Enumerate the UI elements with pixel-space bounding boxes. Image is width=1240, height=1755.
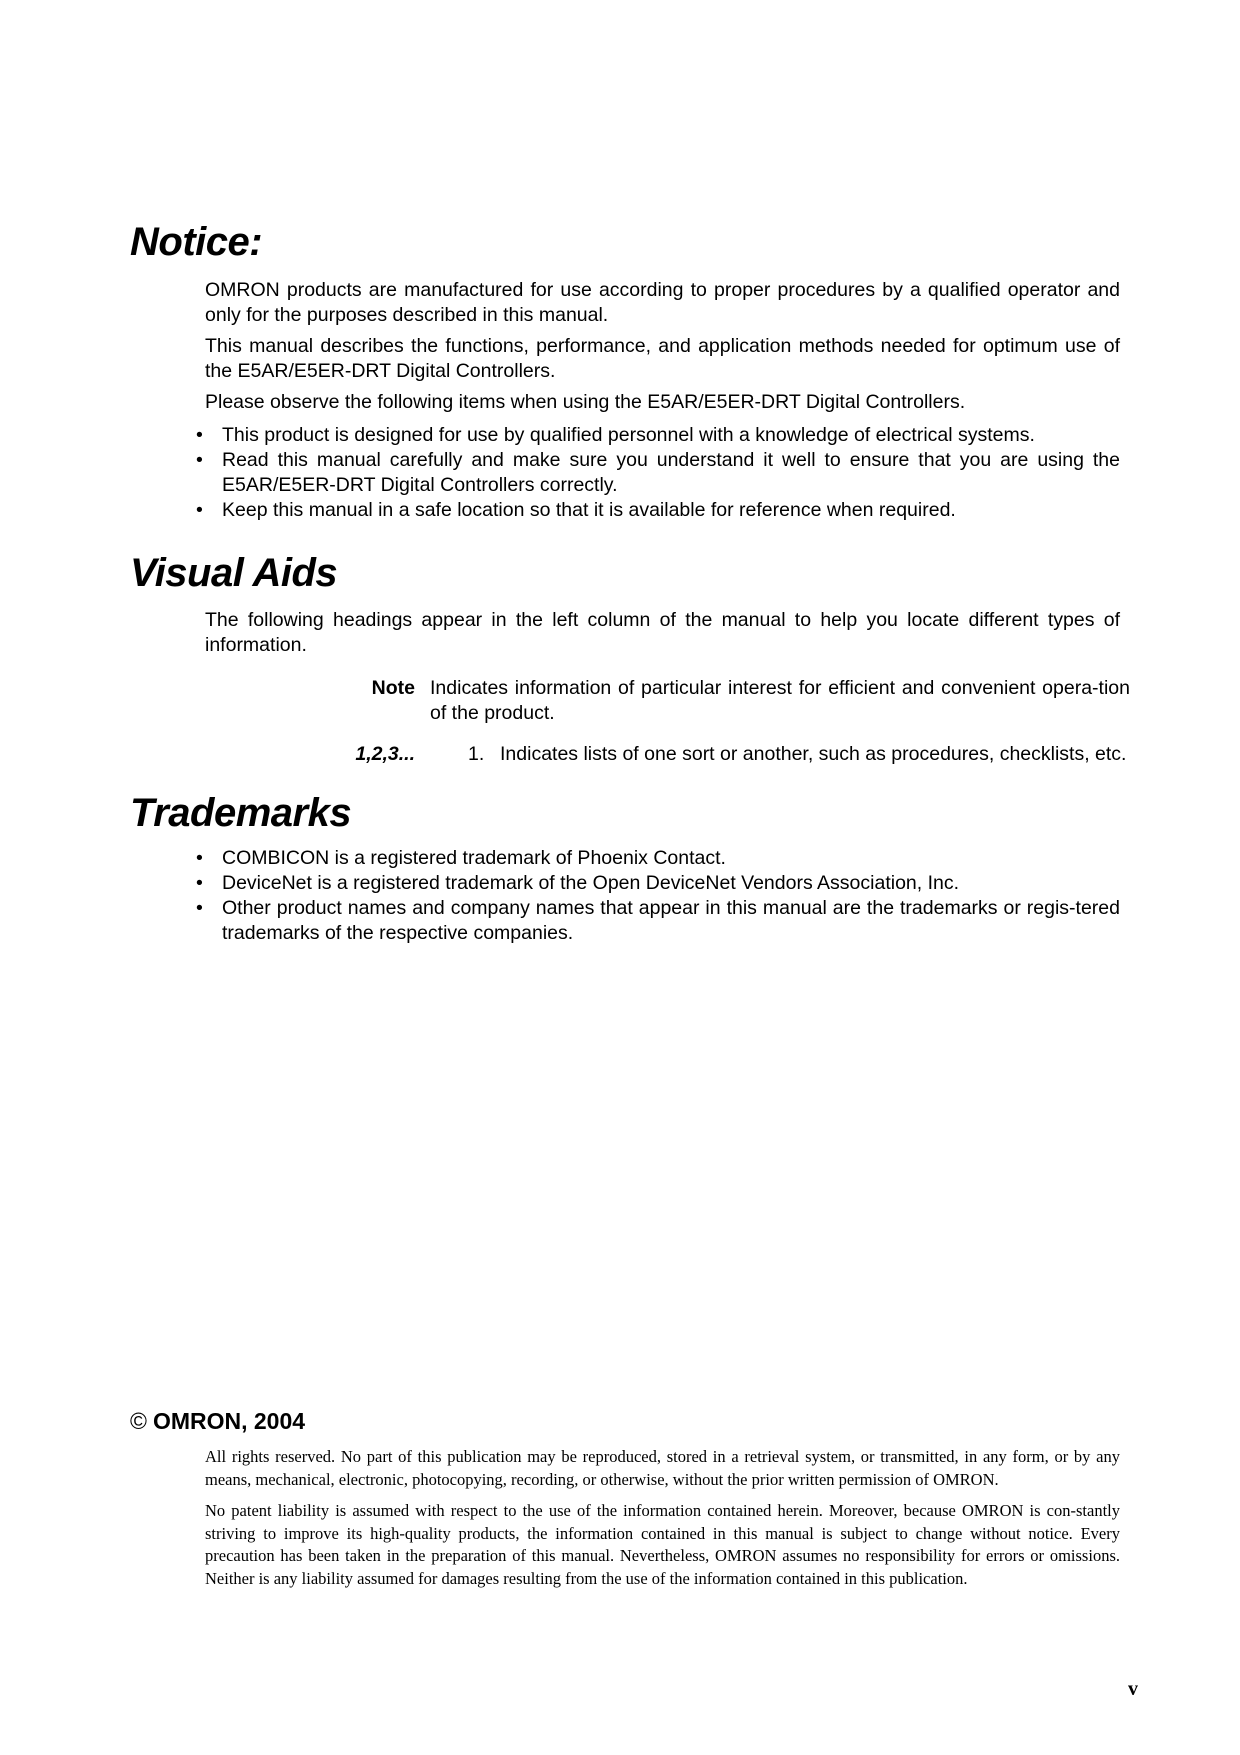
page-number: v xyxy=(1128,1678,1138,1700)
list-label: 1,2,3... xyxy=(355,743,415,765)
notice-heading: Notice: xyxy=(130,220,263,264)
legal-section xyxy=(205,1446,1120,1599)
bullet-text: COMBICON is a registered trademark of Phoenix Contact. xyxy=(222,847,726,869)
copyright-heading-row xyxy=(130,1409,305,1433)
list-item xyxy=(196,423,1120,448)
bullet-icon: • xyxy=(196,897,203,919)
bullet-icon: • xyxy=(196,499,203,521)
notice-bullet-list xyxy=(196,423,1120,523)
bullet-text: Keep this manual in a safe location so that it is available for reference when required. xyxy=(222,499,956,521)
bullet-icon: • xyxy=(196,847,203,869)
bullet-text: This product is designed for use by qualified personnel with a knowledge of electrical systems. xyxy=(222,424,1035,446)
notice-paragraph: This manual describes the functions, performance, and application methods needed for optimum use of the E5AR/E5ER-DRT Digital Controllers. xyxy=(205,335,1120,382)
list-item xyxy=(196,846,1120,871)
visual-aids-intro: The following headings appear in the left column of the manual to help you locate different types of information. xyxy=(205,609,1120,656)
visual-aids-section xyxy=(205,608,1130,767)
list-number: 1. xyxy=(468,743,485,765)
visual-aids-heading: Visual Aids xyxy=(130,551,338,595)
bullet-icon: • xyxy=(196,872,203,894)
note-row xyxy=(205,676,1130,726)
numbered-list-row xyxy=(205,742,1127,767)
trademarks-heading: Trademarks xyxy=(130,791,352,835)
legal-paragraph: All rights reserved. No part of this publication may be reproduced, stored in a retrieval system, or transmitted, in any form, or by any means, mechanical, electronic, photocopying, recording, or otherwise, without the prior written permission of OMRON. xyxy=(205,1447,1120,1489)
bullet-text: Other product names and company names that appear in this manual are the trademarks or regis-tered trademarks of the respective companies. xyxy=(222,897,1120,944)
list-item xyxy=(196,448,1120,498)
notice-paragraph: Please observe the following items when using the E5AR/E5ER-DRT Digital Controllers. xyxy=(205,391,966,413)
list-item xyxy=(196,498,1120,523)
bullet-icon: • xyxy=(196,449,203,471)
bullet-icon: • xyxy=(196,424,203,446)
bullet-text: Read this manual carefully and make sure you understand it well to ensure that you are using the E5AR/E5ER-DRT Digital Controllers correctly. xyxy=(222,449,1120,496)
notice-paragraph: OMRON products are manufactured for use according to proper procedures by a qualified operator and only for the purposes described in this manual. xyxy=(205,279,1120,326)
trademarks-section xyxy=(196,846,1120,946)
trademarks-bullet-list xyxy=(196,846,1120,946)
note-text: Indicates information of particular interest for efficient and convenient opera-tion of the product. xyxy=(430,677,1130,724)
copyright-title: OMRON, 2004 xyxy=(152,1408,306,1434)
list-item xyxy=(196,896,1120,946)
copyright-symbol: © xyxy=(130,1408,147,1434)
legal-paragraph: No patent liability is assumed with respect to the use of the information contained herein. Moreover, because OMRON is con-stantly striving to improve its high-quality products, the information contained in this manual is subject to change without notice. Every precaution has been taken in the preparation of this manual. Nevertheless, OMRON assumes no responsibility for errors or omissions. Neither is any liability assumed for damages resulting from the use of the information contained in this publication. xyxy=(205,1501,1120,1588)
list-item xyxy=(196,871,1120,896)
bullet-text: DeviceNet is a registered trademark of the Open DeviceNet Vendors Association, Inc. xyxy=(222,872,960,894)
note-label: Note xyxy=(371,677,415,699)
numbered-list-line xyxy=(430,742,1130,767)
notice-section xyxy=(196,278,1120,523)
list-text: Indicates lists of one sort or another, such as procedures, checklists, etc. xyxy=(500,743,1127,765)
